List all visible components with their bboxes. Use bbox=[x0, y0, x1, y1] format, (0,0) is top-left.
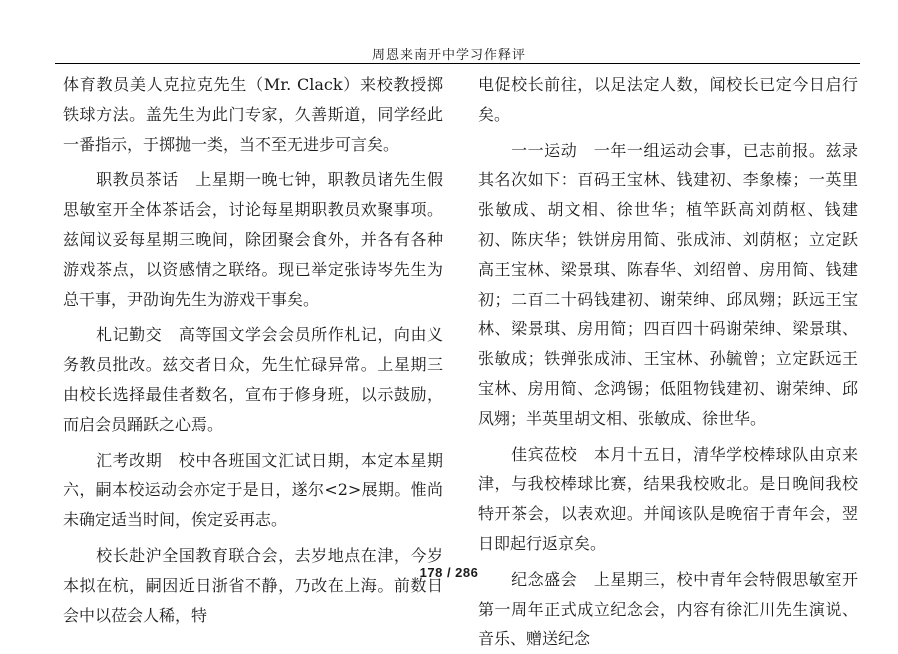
paragraph: 纪念盛会 上星期三，校中青年会特假思敏室开第一周年正式成立纪念会，内容有徐汇川先生演说、音乐、赠送纪念 bbox=[478, 569, 858, 649]
paragraph: 校长赴沪全国教育联合会，去岁地点在津，今岁本拟在杭，嗣因近日浙省不静，乃改在上海。前数日会中以莅会人稀，特 bbox=[63, 545, 443, 625]
paragraph: 电促校长前往，以足法定人数，闻校长已定今日启行矣。 bbox=[478, 75, 858, 124]
paragraph: 职教员茶话 上星期一晚七钟，职教员诸先生假思敏室开全体茶话会，讨论每星期职教员欢聚事项。兹闻议妥每星期三晚间，除团聚会食外，并各有各种游戏茶点，以资感情之联络。现已举定张诗岑先生为总干事，尹劭询先生为游戏干事矣。 bbox=[63, 170, 443, 309]
left-text-column bbox=[63, 70, 443, 630]
paragraph: 一一运动 一年一组运动会事，已志前报。兹录其名次如下：百码王宝林、钱建初、李象榛；一英里张敏成、胡文相、徐世华；植竿跃高刘荫枢、钱建初、陈庆华；铁饼房用简、张成沛、刘荫枢；立定跃高王宝林、梁景琪、陈春华、刘绍曾、房用简、钱建初；二百二十码钱建初、谢荣绅、邱凤翙；跃远王宝林、梁景琪、房用简；四百四十码谢荣绅、梁景琪、张敏成；铁弹张成沛、王宝林、孙毓曾；立定跃远王宝林、房用简、念鸿锡；低阻物钱建初、谢荣绅、邱凤翙；半英里胡文相、张敏成、徐世华。 bbox=[478, 140, 858, 428]
running-header: 周恩来南开中学习作释评 bbox=[371, 48, 526, 63]
paragraph: 札记勤交 高等国文学会会员所作札记，向由义务教员批改。兹交者日众，先生忙碌异常。上星期三由校长选择最佳者数名，宣布于修身班，以示鼓励，而启会员踊跃之心焉。 bbox=[63, 325, 443, 434]
page-number: 178 / 286 bbox=[419, 565, 479, 580]
header-divider bbox=[55, 63, 860, 64]
paragraph: 佳宾莅校 本月十五日，清华学校棒球队由京来津，与我校棒球比赛，结果我校败北。是日晚间我校特开茶会，以表欢迎。并闻该队是晚宿于青年会，翌日即起行返京矣。 bbox=[478, 444, 858, 553]
paragraph: 体育教员美人克拉克先生（Mr. Clack）来校教授掷铁球方法。盖先生为此门专家，久善斯道，同学经此一番指示，于掷抛一类，当不至无进步可言矣。 bbox=[63, 75, 443, 154]
paragraph: 汇考改期 校中各班国文汇试日期，本定本星期六，嗣本校运动会亦定于是日，遂尔<2>展期。惟尚未确定适当时间，俟定妥再志。 bbox=[63, 450, 443, 530]
